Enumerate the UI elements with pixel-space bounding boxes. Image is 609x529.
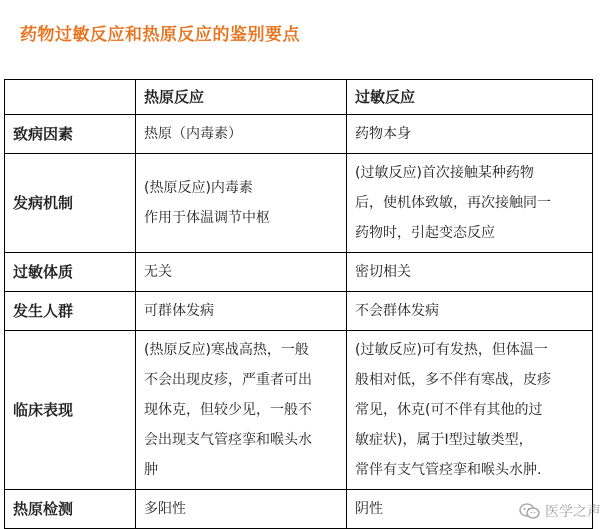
allergy-cell: [347, 331, 593, 490]
table-row: [5, 253, 593, 292]
pyrogen-cell-line: 不会出现皮疹，严重者可出: [144, 372, 312, 388]
table-row: [5, 115, 593, 154]
watermark: [519, 501, 601, 521]
row-label: 过敏体质: [5, 253, 136, 292]
pyrogen-cell-line: (热原反应)寒战高热，一般: [144, 342, 309, 358]
header-cell-allergy: 过敏反应: [347, 80, 593, 115]
page-title: 药物过敏反应和热原反应的鉴别要点: [20, 25, 300, 45]
row-label: 临床表现: [5, 331, 136, 490]
pyrogen-cell-line: 热原（内毒素）: [144, 126, 242, 142]
allergy-cell-line: 不会群体发病: [355, 303, 439, 319]
watermark-text: 医学之声: [545, 504, 601, 520]
table-row: [5, 490, 593, 529]
allergy-cell-line: (过敏反应)可有发热，但体温一: [355, 342, 548, 358]
table-row: [5, 154, 593, 253]
header-cell-empty: [5, 80, 136, 115]
pyrogen-cell-line: 无关: [144, 264, 172, 280]
row-label: 热原检测: [5, 490, 136, 529]
pyrogen-cell-line: 肿: [144, 462, 158, 478]
pyrogen-cell: [136, 115, 347, 154]
row-label: 发病机制: [5, 154, 136, 253]
allergy-cell-line: 药物时，引起变态反应: [355, 225, 495, 241]
pyrogen-cell-line: 多阳性: [144, 501, 186, 517]
allergy-cell: [347, 292, 593, 331]
allergy-cell: [347, 253, 593, 292]
pyrogen-cell: [136, 253, 347, 292]
allergy-cell-line: 般相对低，多不伴有寒战，皮疹: [355, 372, 551, 388]
row-label: 致病因素: [5, 115, 136, 154]
table-row: [5, 292, 593, 331]
table-row: [5, 331, 593, 490]
pyrogen-cell: [136, 154, 347, 253]
pyrogen-cell-line: 作用于体温调节中枢: [144, 210, 270, 226]
pyrogen-cell-line: 现休克，但较少见，一般不: [144, 402, 312, 418]
pyrogen-cell: [136, 331, 347, 490]
allergy-cell-line: 密切相关: [355, 264, 411, 280]
allergy-cell: [347, 115, 593, 154]
wechat-icon: [519, 503, 541, 519]
allergy-cell-line: 阴性: [355, 501, 383, 517]
comparison-table: [4, 79, 593, 529]
pyrogen-cell-line: 会出现支气管痉挛和喉头水: [144, 432, 312, 448]
table-header-row: [5, 80, 593, 115]
pyrogen-cell: [136, 292, 347, 331]
header-cell-pyrogen: 热原反应: [136, 80, 347, 115]
row-label: 发生人群: [5, 292, 136, 331]
pyrogen-cell: [136, 490, 347, 529]
allergy-cell-line: 常见，休克(可不伴有其他的过: [355, 402, 543, 418]
pyrogen-cell-line: 可群体发病: [144, 303, 214, 319]
allergy-cell-line: 常伴有支气管痉挛和喉头水肿.: [355, 462, 542, 478]
pyrogen-cell-line: (热原反应)内毒素: [144, 180, 253, 196]
allergy-cell-line: 后，使机体致敏，再次接触同一: [355, 195, 551, 211]
allergy-cell-line: 药物本身: [355, 126, 411, 142]
allergy-cell-line: 敏症状)，属于Ⅰ型过敏类型，: [355, 432, 533, 448]
allergy-cell-line: (过敏反应)首次接触某种药物: [355, 165, 534, 181]
allergy-cell: [347, 154, 593, 253]
